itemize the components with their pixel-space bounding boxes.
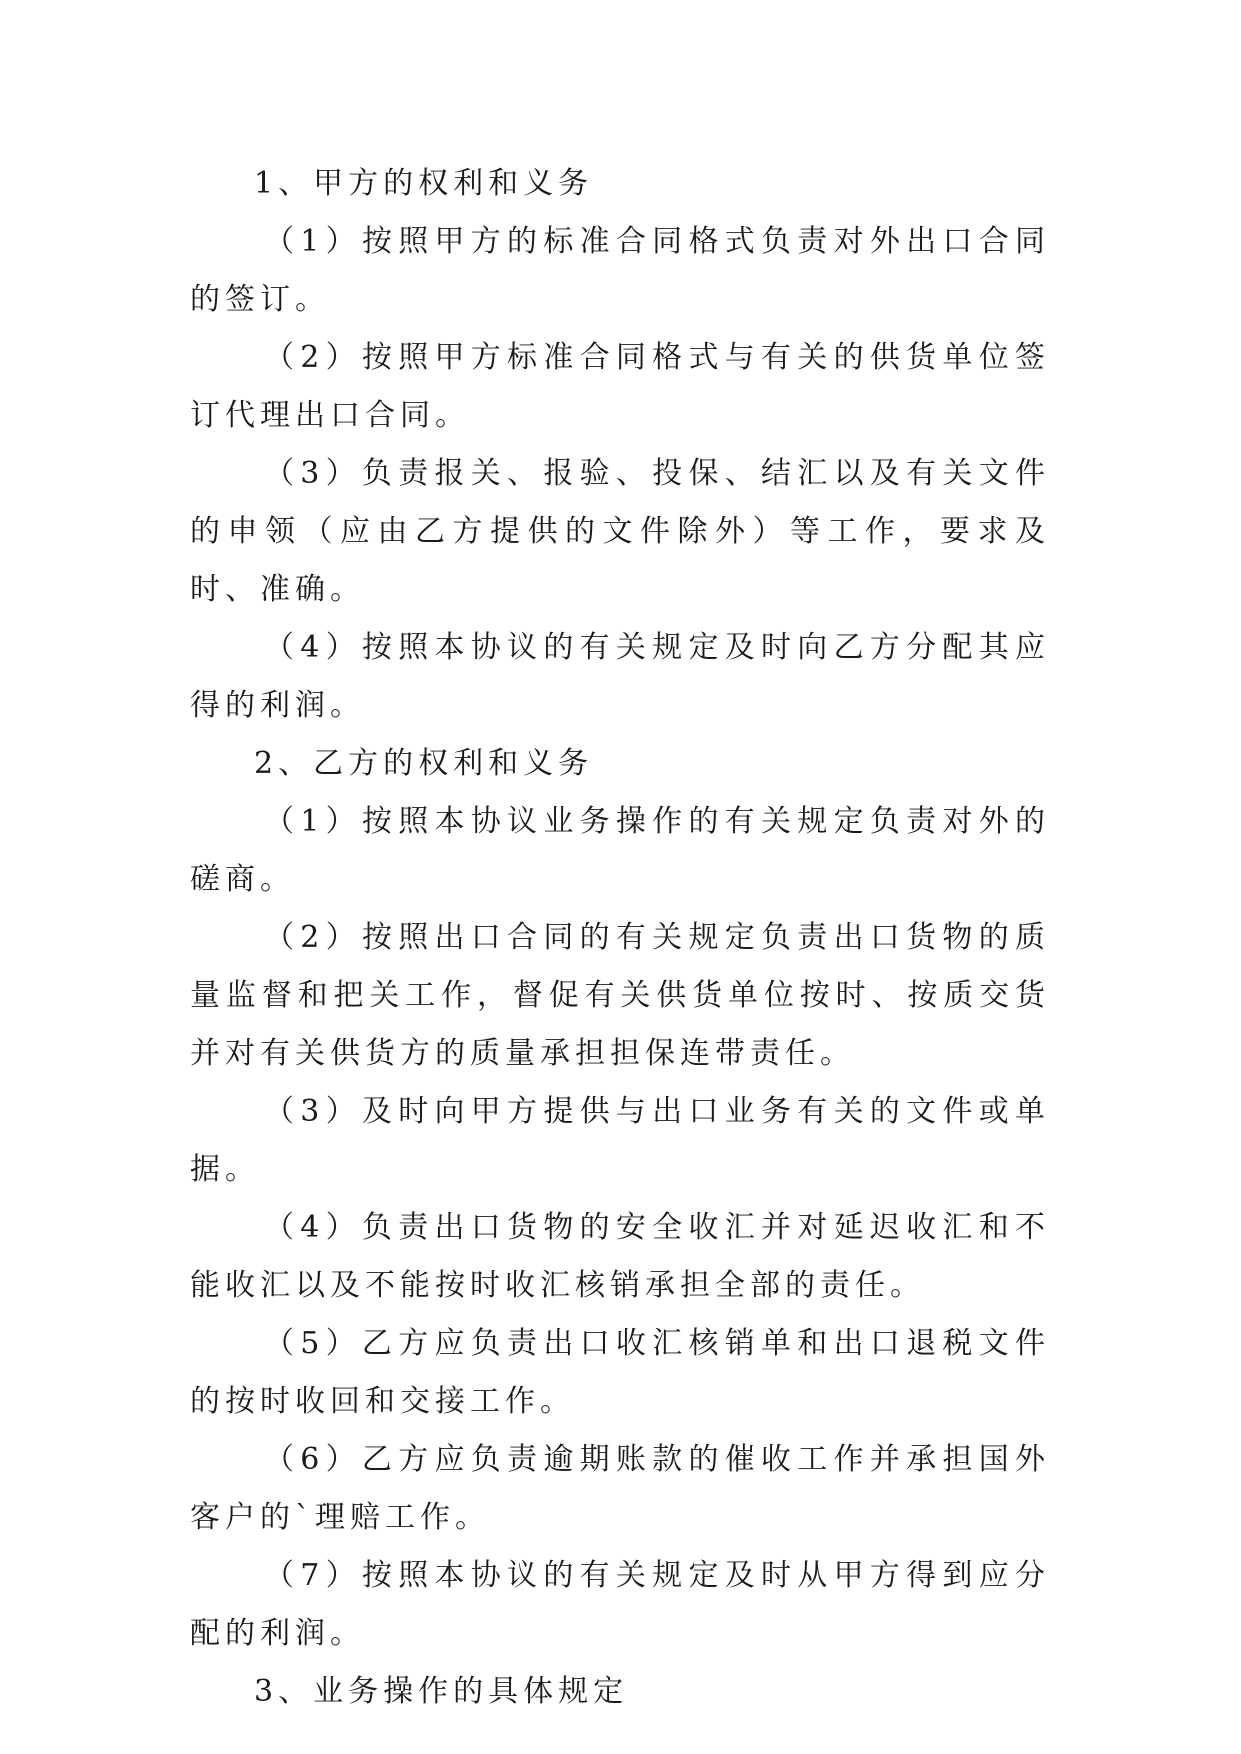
- paragraph: （5）乙方应负责出口收汇核销单和出口退税文件的按时收回和交接工作。: [190, 1326, 1050, 1419]
- paragraph: （3）负责报关、报验、投保、结汇以及有关文件的申领（应由乙方提供的文件除外）等工作，要求及时、准确。: [190, 456, 1050, 607]
- paragraph: （7）按照本协议的有关规定及时从甲方得到应分配的利润。: [190, 1558, 1050, 1651]
- section-heading: 1、甲方的权利和义务: [254, 166, 594, 201]
- paragraph: （4）按照本协议的有关规定及时向乙方分配其应得的利润。: [190, 630, 1050, 723]
- section-heading: 2、乙方的权利和义务: [254, 746, 594, 781]
- paragraph: （1）按照本协议业务操作的有关规定负责对外的磋商。: [190, 804, 1050, 897]
- paragraph: （4）负责出口货物的安全收汇并对延迟收汇和不能收汇以及不能按时收汇核销承担全部的责任。: [190, 1210, 1050, 1303]
- paragraph: （2）按照甲方标准合同格式与有关的供货单位签订代理出口合同。: [190, 340, 1050, 433]
- paragraph: （1）按照甲方的标准合同格式负责对外出口合同的签订。: [190, 224, 1050, 317]
- paragraph: （6）乙方应负责逾期账款的催收工作并承担国外客户的`理赔工作。: [190, 1442, 1050, 1535]
- document-body: [190, 155, 1050, 1721]
- paragraph: （3）及时向甲方提供与出口业务有关的文件或单据。: [190, 1094, 1050, 1187]
- section-heading: 3、业务操作的具体规定: [254, 1674, 629, 1709]
- paragraph: （2）按照出口合同的有关规定负责出口货物的质量监督和把关工作，督促有关供货单位按时、按质交货并对有关供货方的质量承担担保连带责任。: [190, 920, 1050, 1071]
